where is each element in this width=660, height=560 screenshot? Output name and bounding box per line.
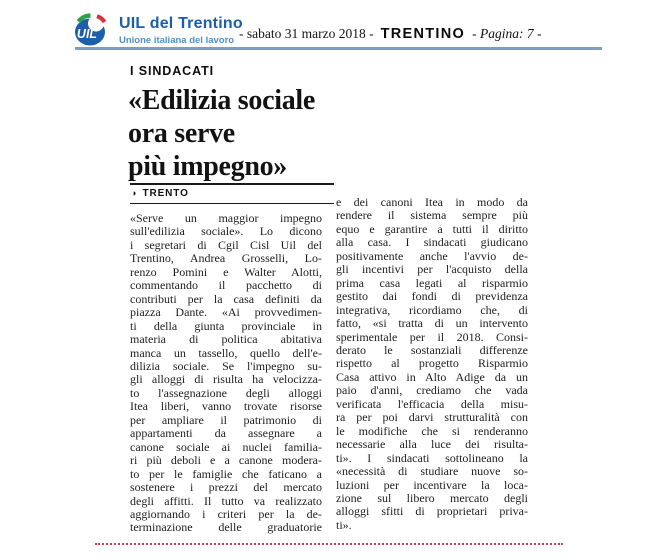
text-line: ti». I sindacati sottolineano la <box>336 450 528 465</box>
text-line: gli incentivi per l'acquisto della <box>336 262 528 277</box>
text-line: luzioni per incentivare la loca- <box>336 477 528 492</box>
text-line: sostenere i prezzi del mercato <box>130 480 322 495</box>
masthead-org <box>119 15 243 48</box>
text-line: Trentino, Andrea Grosselli, Lo- <box>130 251 322 266</box>
text-line: i segretari di Cgil Cisl Uil del <box>130 237 322 252</box>
text-line: commentando il pacchetto di <box>130 278 322 293</box>
byline-marker-icon: ◗ <box>132 188 138 198</box>
article-kicker: I SINDACATI <box>130 64 214 78</box>
text-line: equo e garantire a tutti il diritto <box>336 221 528 236</box>
org-subtitle: Unione italiana del lavoro <box>119 35 235 46</box>
text-line: per ampliare il patrimonio di <box>130 412 322 427</box>
text-line: degli affitti. Il tutto va realizzato <box>130 493 322 508</box>
masthead <box>72 11 243 48</box>
text-line: Itea liberi, vanno trovate risorse <box>130 399 322 414</box>
footer-divider <box>95 543 563 545</box>
text-line: necessarie alla luce dei risulta- <box>336 437 528 452</box>
text-line: renzo Pomini e Walter Alotti, <box>130 264 322 279</box>
dateline <box>239 26 541 42</box>
text-line: verificata l'efficacia della misu- <box>336 396 528 411</box>
publication-name: TRENTINO <box>380 26 466 42</box>
text-line: ri più deboli e a canone modera- <box>130 453 322 468</box>
text-line: appartamenti da assegnare a <box>130 426 322 441</box>
article-headline <box>128 84 388 183</box>
text-line: ora serve <box>128 118 235 149</box>
text-line: dilizia sociale. Se l'impegno su- <box>130 358 322 373</box>
text-line: derato le sostanziali differenze <box>336 342 528 357</box>
text-line: rendere il sistema sempre più <box>336 208 528 223</box>
text-line: terminazione delle graduatorie <box>130 520 322 535</box>
byline-location: TRENTO <box>142 188 189 199</box>
text-line: zione sul libero mercato degli <box>336 490 528 505</box>
text-line: «Edilizia sociale <box>128 85 316 116</box>
date-text: - sabato 31 marzo 2018 - <box>239 26 374 41</box>
text-line: aggiornando i criteri per la de- <box>130 506 322 521</box>
text-line: fatto, «si tratta di un intervento <box>336 316 528 331</box>
text-line: ti». <box>336 517 352 532</box>
text-line: ra per poi darvi strutturalità con <box>336 410 528 425</box>
text-line: positivamente anche l'avvio de- <box>336 248 528 263</box>
article-column-left <box>130 212 322 535</box>
text-line: le modifiche che si renderanno <box>336 423 528 438</box>
text-line: alloggi sfitti di proprietari priva- <box>336 504 528 519</box>
page-number: - Pagina: 7 - <box>472 26 542 41</box>
text-line: rispetto al progetto Risparmio <box>336 356 528 371</box>
article-column-right <box>336 196 528 532</box>
text-line: prima casa legati al risparmio <box>336 275 528 290</box>
text-line: materia di politica abitativa <box>130 332 322 347</box>
text-line: gli alloggi di risulta ha velocizza- <box>130 372 322 387</box>
uil-logo-icon <box>72 11 110 48</box>
org-name: UIL del Trentino <box>119 15 243 32</box>
text-line: «necessità di studiare nuove so- <box>336 464 528 479</box>
text-line: to per le famiglie che faticano a <box>130 466 322 481</box>
text-line: alla casa. I sindacati giudicano <box>336 235 528 250</box>
text-line: gestito dai fondi di previdenza <box>336 289 528 304</box>
text-line: Casa attivo in Alto Adige da un <box>336 369 528 384</box>
text-line: to l'assegnazione degli alloggi <box>130 385 322 400</box>
text-line: sperimentale per il 2018. Consi- <box>336 329 528 344</box>
text-line: «Serve un maggior impegno <box>130 211 322 225</box>
byline <box>130 183 334 204</box>
text-line: paio d'anni, crediamo che vada <box>336 383 528 398</box>
text-line: contributi per la casa definiti da <box>130 291 322 306</box>
text-line: piazza Dante. «Ai provvedimen- <box>130 305 322 320</box>
uil-logo-text: UIL <box>76 27 98 41</box>
text-line: e dei canoni Itea in modo da <box>336 195 528 209</box>
text-line: canone sociale ai nuclei familia- <box>130 439 322 454</box>
text-line: manca un tassello, quello dell'e- <box>130 345 322 360</box>
text-line: ti della giunta provinciale in <box>130 318 322 333</box>
text-line: sull'edilizia sociale». Lo dicono <box>130 224 322 239</box>
text-line: integrativa, ricordiamo che, di <box>336 302 528 317</box>
masthead-divider <box>75 47 602 50</box>
text-line: più impegno» <box>128 151 287 182</box>
